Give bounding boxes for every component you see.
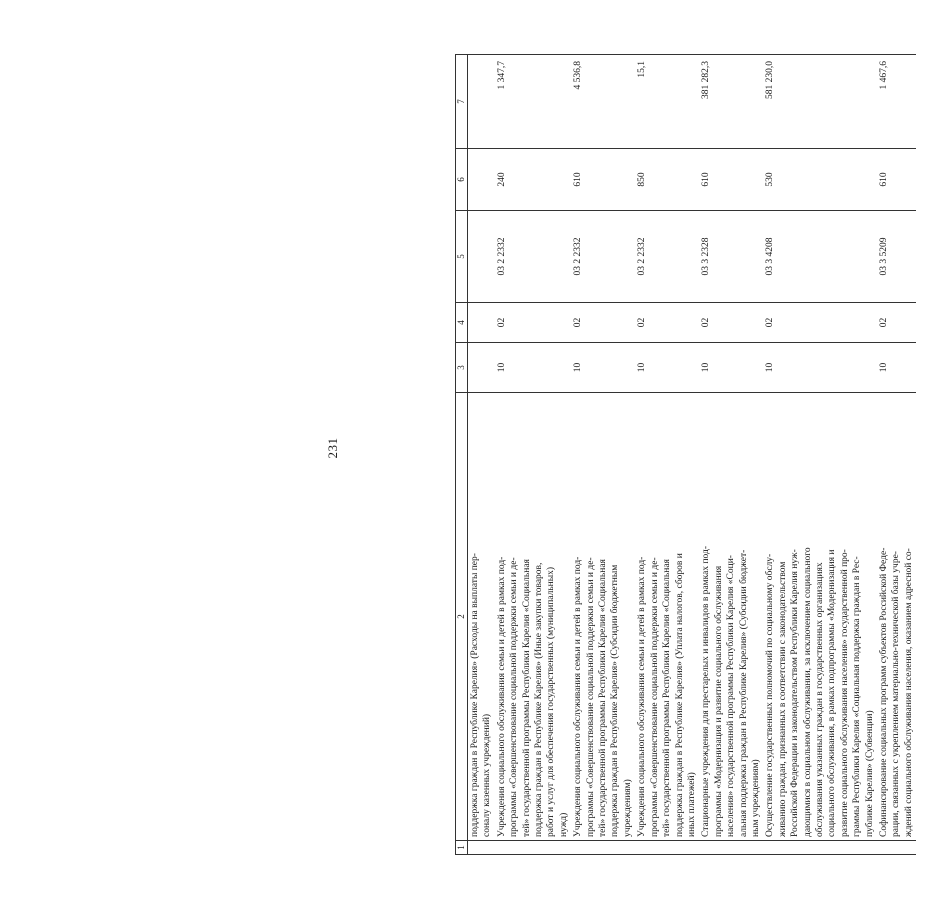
row-index-cell	[468, 841, 495, 855]
row-section: 10	[877, 343, 916, 393]
row-expense-type: 240	[495, 149, 571, 211]
row-subsection: 02	[495, 303, 571, 343]
row-description: Учреждения социального обслуживания семьи и детей в рамках под- программы «Совершенствование социальной поддержки семьи и де- тей» государственной программы Республики Карелия «Социальная поддержка граждан в Республике Карелия» (Уплата налогов, сборов и иных платежей)	[635, 393, 699, 841]
row-target-article: 03 2 2332	[571, 211, 635, 303]
row-amount: 1 467,6	[877, 55, 916, 149]
table-row	[495, 55, 571, 855]
row-section	[468, 343, 495, 393]
budget-table-container	[455, 55, 948, 855]
row-section: 10	[699, 343, 763, 393]
budget-table	[455, 54, 916, 855]
row-description: поддержка граждан в Республике Карелия» (Расходы на выплаты пер- соналу казенных учреждений)	[468, 393, 495, 841]
table-row	[877, 55, 916, 855]
table-row	[699, 55, 763, 855]
row-index-cell	[635, 841, 699, 855]
row-description: Осуществление государственных полномочий по социальному обслу- живанию граждан, признанных в соответствии с законодательством Российской Федерации и законодательством Республики Карелия нуж- дающимися в социальном обслуживании, за исключением социального обслуживания указанных граждан в государственных организациях социального обслуживания, в рамках подпрограммы «Модернизация и развитие социального обслуживания населения» государственной про- граммы Республики Карелия «Социальная поддержка граждан в Рес- публике Карелия» (Субвенции)	[763, 393, 877, 841]
row-section: 10	[763, 343, 877, 393]
row-expense-type: 530	[763, 149, 877, 211]
column-header-6: 6	[456, 149, 468, 211]
row-expense-type: 850	[635, 149, 699, 211]
row-amount: 1 347,7	[495, 55, 571, 149]
column-header-2: 2	[456, 393, 468, 841]
column-header-5: 5	[456, 211, 468, 303]
row-target-article: 03 2 2332	[495, 211, 571, 303]
table-row	[635, 55, 699, 855]
table-body	[468, 55, 917, 855]
row-description: Стационарные учреждения для престарелых и инвалидов в рамках под- программы «Модернизация и развитие социального обслуживания населения» государственной программы Республики Карелия «Соци- альная поддержка граждан в Республике Карелия» (Субсидии бюджет- ным учреждениям)	[699, 393, 763, 841]
row-target-article: 03 3 5209	[877, 211, 916, 303]
row-subsection	[468, 303, 495, 343]
row-index-cell	[877, 841, 916, 855]
column-header-7: 7	[456, 55, 468, 149]
row-index-cell	[571, 841, 635, 855]
row-index-cell	[495, 841, 571, 855]
row-target-article: 03 3 2328	[699, 211, 763, 303]
row-description: Софинансирование социальных программ субъектов Российской Феде- рации, связанных с укреплением материально-технической базы учре- ждений социального обслуживания населения, оказанием адресной со-	[877, 393, 916, 841]
row-amount	[468, 55, 495, 149]
row-target-article: 03 3 4208	[763, 211, 877, 303]
row-subsection: 02	[571, 303, 635, 343]
page-number: 231	[325, 437, 340, 459]
column-number-row	[456, 55, 468, 855]
row-amount: 381 282,3	[699, 55, 763, 149]
row-index-cell	[763, 841, 877, 855]
table-row	[763, 55, 877, 855]
row-expense-type	[468, 149, 495, 211]
row-expense-type: 610	[877, 149, 916, 211]
row-subsection: 02	[699, 303, 763, 343]
table-row	[468, 55, 495, 855]
row-subsection: 02	[635, 303, 699, 343]
row-subsection: 02	[763, 303, 877, 343]
row-subsection: 02	[877, 303, 916, 343]
column-header-1: 1	[456, 841, 468, 855]
table-row	[571, 55, 635, 855]
row-description: Учреждения социального обслуживания семьи и детей в рамках под- программы «Совершенствование социальной поддержки семьи и де- тей» государственной программы Республики Карелия «Социальная поддержка граждан в Республике Карелия» (Субсидии бюджетным учреждениям)	[571, 393, 635, 841]
row-amount: 15,1	[635, 55, 699, 149]
row-expense-type: 610	[699, 149, 763, 211]
row-section: 10	[571, 343, 635, 393]
column-header-4: 4	[456, 303, 468, 343]
row-amount: 4 536,8	[571, 55, 635, 149]
row-index-cell	[699, 841, 763, 855]
row-description: Учреждения социального обслуживания семьи и детей в рамках под- программы «Совершенствование социальной поддержки семьи и де- тей» государственной программы Республики Карелия «Социальная поддержка граждан в Республике Карелия» (Иные закупки товаров, работ и услуг для обеспечения государственных (муниципальных) нужд)	[495, 393, 571, 841]
row-amount: 581 230,0	[763, 55, 877, 149]
row-target-article: 03 2 2332	[635, 211, 699, 303]
column-header-3: 3	[456, 343, 468, 393]
row-section: 10	[495, 343, 571, 393]
row-target-article	[468, 211, 495, 303]
row-expense-type: 610	[571, 149, 635, 211]
row-section: 10	[635, 343, 699, 393]
